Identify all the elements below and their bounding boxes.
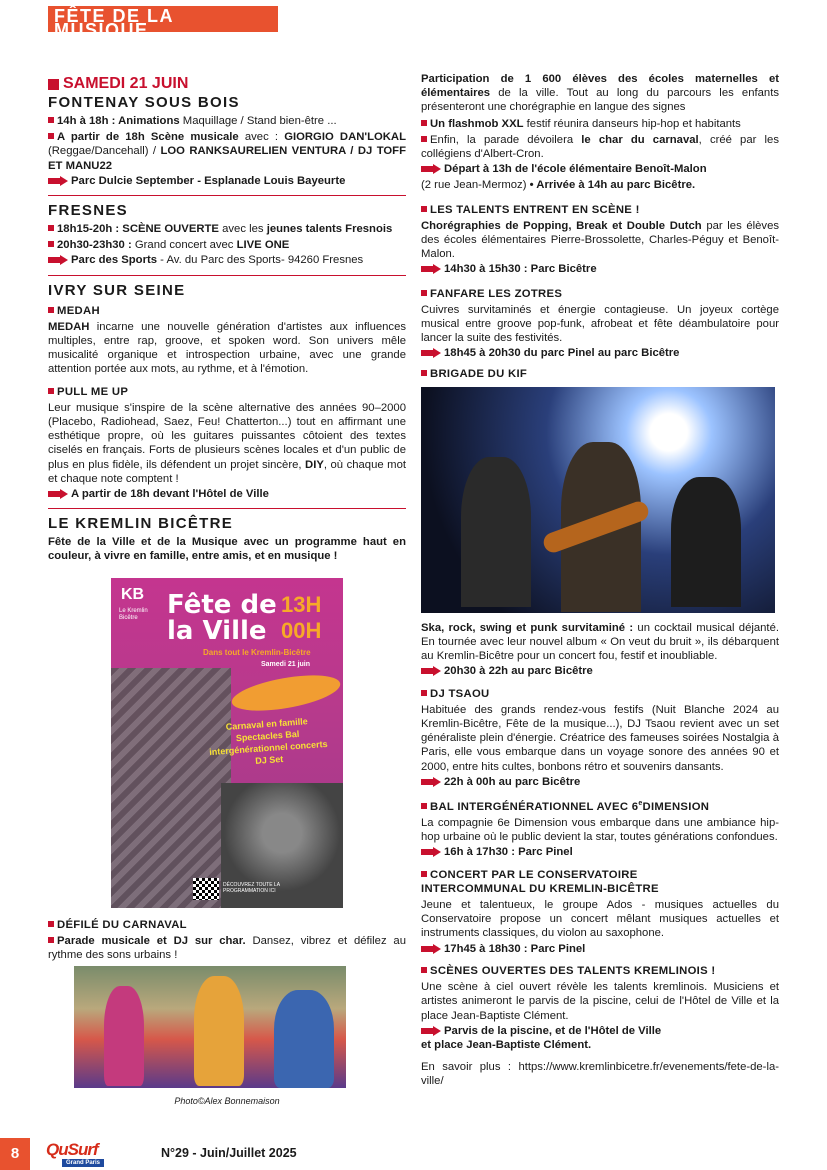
logo-text: QuSurf <box>46 1140 98 1159</box>
dj-description: Habituée des grands rendez-vous festifs (Nuit Blanche 2024 au Kremlin-Bicêtre, Fête de la musique...), DJ Tsaou revient avec un set généraliste plein d'énergie. Créatrice des fameuses soirées Nostalgia à Paris, elle vous embarque dans un voyage sonore des années 90 et 2000, entre hits cultes, bonbons rétro et souvenirs dansants. <box>421 703 779 773</box>
square-bullet-icon <box>48 241 54 247</box>
scenes-location: Parvis de la piscine, et de l'Hôtel de Ville <box>421 1024 779 1038</box>
kremlin-intro: Fête de la Ville et de la Musique avec un programme haut en couleur, à vivre en famille, entre amis, et en musique ! <box>48 536 406 563</box>
poster-hours: 13H 00H <box>281 591 322 643</box>
square-bullet-icon <box>48 937 54 943</box>
more-info: En savoir plus : https://www.kremlinbicetre.fr/evenements/fete-de-la-ville/ <box>421 1061 779 1088</box>
more-info-link[interactable]: https://www.kremlinbicetre.fr/evenements/fete-de-la-ville/ <box>421 1061 779 1088</box>
talents-location: 14h30 à 15h30 : Parc Bicêtre <box>421 262 779 276</box>
square-bullet-icon <box>421 206 427 212</box>
scenes-location-2: et place Jean-Baptiste Clément. <box>421 1038 592 1051</box>
left-column <box>48 70 406 1108</box>
fresnes-line-2: 20h30-23h30 : Grand concert avec LIVE ONE <box>48 238 406 252</box>
artist-heading-pull-me-up: PULL ME UP <box>48 385 406 399</box>
poster-logo: KB <box>121 585 145 603</box>
poster-qr-text: DÉCOUVREZ TOUTE LA PROGRAMMATION ICI <box>223 881 280 894</box>
poster-subtitle: Dans tout le Kremlin-Bicêtre <box>203 647 311 657</box>
flashmob-text: Un flashmob XXL festif réunira danseurs hip-hop et habitants <box>421 117 779 131</box>
qr-code-icon <box>193 878 219 900</box>
ivry-location: A partir de 18h devant l'Hôtel de Ville <box>48 487 406 501</box>
fresnes-line-1: 18h15-20h : SCÈNE OUVERTE avec les jeunes talents Fresnois <box>48 222 406 236</box>
parade-location: Départ à 13h de l'école élémentaire Benoît-Malon <box>421 162 779 176</box>
square-bullet-icon <box>421 120 427 126</box>
parade-text: Enfin, la parade dévoilera le char du carnaval, créé par les collégiens d'Albert-Cron. <box>421 133 779 161</box>
heading-conservatoire-2: INTERCOMMUNAL DU KREMLIN-BICÊTRE <box>421 882 659 895</box>
defile-description: Parade musicale et DJ sur char. Dansez, vibrez et défilez au rythme des sons urbains ! <box>48 934 406 962</box>
talents-description: Chorégraphies de Popping, Break et Double Dutch par les élèves des écoles élémentaires Pierre-Brossolette, Charles-Péguy et Benoît-Malon. <box>421 219 779 261</box>
section-divider <box>48 195 406 196</box>
city-title-fresnes: FRESNES <box>48 202 128 220</box>
square-bullet-icon <box>421 690 427 696</box>
brigade-location: 20h30 à 22h au parc Bicêtre <box>421 664 779 678</box>
issue-info: N°29 - Juin/Juillet 2025 <box>161 1146 297 1160</box>
square-bullet-icon <box>48 133 54 139</box>
city-title-ivry: IVRY SUR SEINE <box>48 281 186 299</box>
photo-credit: Photo©Alex Bonnemaison <box>174 1096 280 1107</box>
section-divider <box>48 508 406 509</box>
poster-decoration <box>229 668 343 717</box>
section-header-band <box>48 6 278 41</box>
red-arrow-icon <box>421 847 441 857</box>
heading-scenes-ouvertes: SCÈNES OUVERTES DES TALENTS KREMLINOIS ! <box>421 964 779 978</box>
square-bullet-icon <box>421 136 427 142</box>
square-bullet-icon <box>421 871 427 877</box>
red-arrow-icon <box>48 255 68 265</box>
section-divider <box>48 275 406 276</box>
square-bullet-icon <box>48 307 54 313</box>
square-bullet-icon <box>48 225 54 231</box>
logo-subtext: Grand Paris <box>62 1159 104 1167</box>
red-arrow-icon <box>421 264 441 274</box>
poster-title: Fête de la Ville <box>167 589 277 646</box>
heading-bal: BAL INTERGÉNÉRATIONNEL AVEC 6eDIMENSION <box>421 797 779 814</box>
heading-defile-carnaval: DÉFILÉ DU CARNAVAL <box>48 918 406 932</box>
artist-heading-medah: MEDAH <box>48 304 406 318</box>
section-title: FÊTE DE LA MUSIQUE <box>54 6 174 41</box>
square-bullet-icon <box>421 803 427 809</box>
poster-date: Samedi 21 juin <box>261 660 311 668</box>
fresnes-location: Parc des Sports - Av. du Parc des Sports- 94260 Fresnes <box>48 253 406 267</box>
heading-conservatoire: CONCERT PAR LE CONSERVATOIRE <box>421 868 779 882</box>
conservatoire-location: 17h45 à 18h30 : Parc Pinel <box>421 942 779 956</box>
red-arrow-icon <box>421 348 441 358</box>
scenes-description: Une scène à ciel ouvert révèle les talents kremlinois. Musiciens et artistes animeront le parvis de la piscine, celui de l'Hôtel de Ville et la place Jean-Baptiste Clément. <box>421 981 779 1022</box>
page-footer <box>0 1138 827 1170</box>
participation-text: Participation de 1 600 élèves des écoles maternelles et élémentaires de la ville. Tout au long du parcours les enfants présenteront une chorégraphie en langue des signes <box>421 73 779 114</box>
pull-me-up-description: Leur musique s'inspire de la scène alternative des années 90–2000 (Placebo, Radiohead, Saez, Feu! Chatterton...) tout en affirmant une esthétique propre, où les guitares puissantes côtoient des textes ciselés en français. Forts de plusieurs scènes locales et d'un public de plus en plus fidèle, ils défendent un projet sincère, DIY, où chaque mot et chaque note comptent ! <box>48 401 406 485</box>
event-date: SAMEDI 21 JUIN <box>48 75 406 93</box>
red-arrow-icon <box>421 944 441 954</box>
dj-location: 22h à 00h au parc Bicêtre <box>421 775 779 789</box>
square-bullet-icon <box>421 370 427 376</box>
magazine-logo <box>46 1140 132 1167</box>
poster-logo-text: Le Kremlin Bicêtre <box>119 607 148 621</box>
fontenay-location: Parc Dulcie September - Esplanade Louis Bayeurte <box>48 174 406 188</box>
heading-fanfare: FANFARE LES ZOTRES <box>421 287 779 301</box>
event-poster <box>111 578 343 908</box>
city-title-kremlin: LE KREMLIN BICÊTRE <box>48 515 234 533</box>
bal-location: 16h à 17h30 : Parc Pinel <box>421 845 779 859</box>
fontenay-line-1: 14h à 18h : Animations Maquillage / Stand bien-être ... <box>48 114 406 128</box>
fontenay-line-2: A partir de 18h Scène musicale avec : GIORGIO DAN'LOKAL (Reggae/Dancehall) / LOO RANKSAURELIEN VENTURA / DJ TOFF ET MANU22 <box>48 131 406 172</box>
square-bullet-icon <box>48 117 54 123</box>
square-bullet-icon <box>48 79 59 90</box>
red-arrow-icon <box>421 777 441 787</box>
poster-program: Carnaval en famille Spectacles Bal intergénérationnel concerts DJ Set <box>208 715 328 766</box>
parade-address: (2 rue Jean-Mermoz) • Arrivée à 14h au parc Bicêtre. <box>421 179 696 192</box>
red-arrow-icon <box>48 489 68 499</box>
heading-dj-tsaou: DJ TSAOU <box>421 687 779 701</box>
red-arrow-icon <box>421 164 441 174</box>
square-bullet-icon <box>48 921 54 927</box>
red-arrow-icon <box>48 176 68 186</box>
conservatoire-description: Jeune et talentueux, le groupe Ados - musiques actuelles du Conservatoire propose un concert mêlant musiques actuelles et instruments classiques, du violon au saxophone. <box>421 899 779 940</box>
poster-photo-collage <box>111 668 231 908</box>
bal-description: La compagnie 6e Dimension vous embarque dans une ambiance hip-hop urbaine où le public devient la star, toutes générations confondues. <box>421 817 779 844</box>
square-bullet-icon <box>421 290 427 296</box>
square-bullet-icon <box>48 388 54 394</box>
fanfare-location: 18h45 à 20h30 du parc Pinel au parc Bicêtre <box>421 346 779 360</box>
red-arrow-icon <box>421 666 441 676</box>
right-column <box>421 70 779 1089</box>
medah-description: MEDAH incarne une nouvelle génération d'artistes aux influences multiples, entre rap, groove, et spoken word. Son univers mêle musicalité organique et introspection urbaine, avec une grande attention portée aux mots, au rythme, et à l'émotion. <box>48 320 406 376</box>
heading-brigade: BRIGADE DU KIF <box>421 367 779 381</box>
heading-talents: LES TALENTS ENTRENT EN SCÈNE ! <box>421 203 779 217</box>
square-bullet-icon <box>421 967 427 973</box>
band-concert-photo <box>421 387 775 613</box>
brigade-description: Ska, rock, swing et punk survitaminé : un cocktail musical déjanté. En tournée avec leur nouvel album « On veut du bruit », ils débarquent au Kremlin-Bicêtre pour un concert fou, festif et inoubliable. <box>421 621 779 663</box>
city-title-fontenay: FONTENAY SOUS BOIS <box>48 94 240 111</box>
fanfare-description: Cuivres survitaminés et énergie contagieuse. Un joyeux cortège musical entre groove pop-funk, afrobeat et fête déambulatoire pour lancer la suite des festivités. <box>421 303 779 345</box>
red-arrow-icon <box>421 1026 441 1036</box>
carnival-photo <box>74 966 346 1088</box>
page-number: 8 <box>0 1138 30 1170</box>
